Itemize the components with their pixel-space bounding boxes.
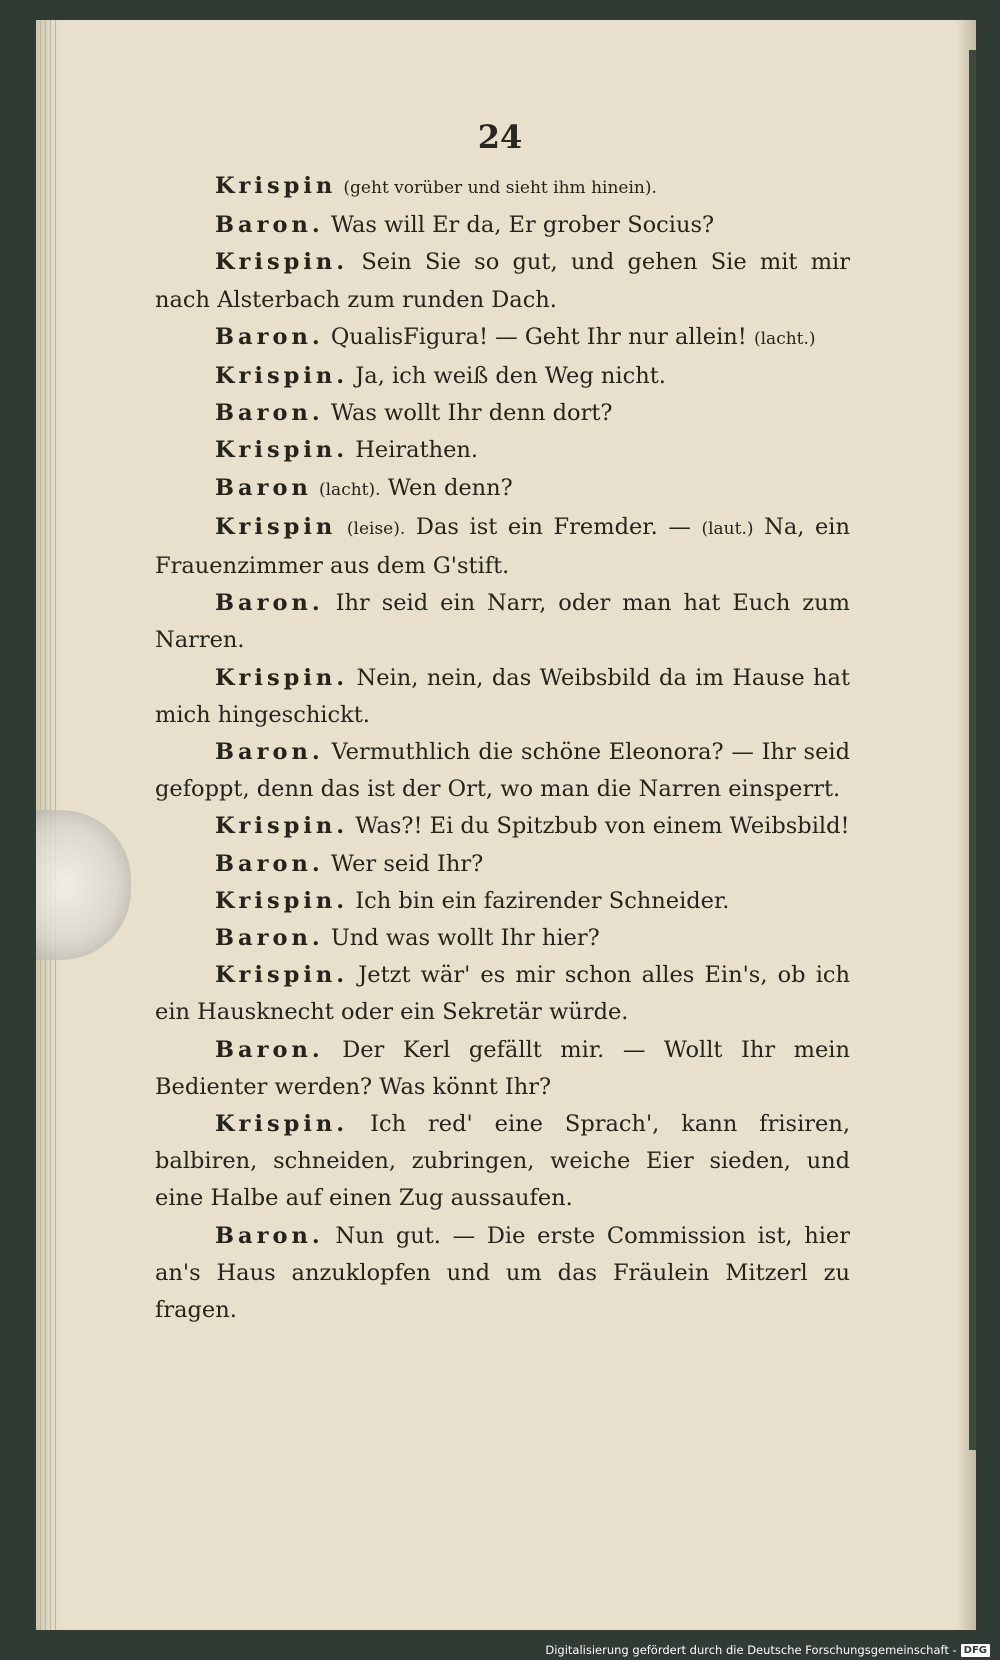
dialogue-line [155,883,850,920]
speaker: Krispin. [215,664,349,691]
stage-direction: (geht vorüber und sieht ihm hinein). [343,178,657,198]
dialogue-line [155,920,850,957]
speaker: Krispin [215,173,337,199]
line-text: Ihr seid ein Narr, oder man hat Euch zum Narren. [155,590,850,654]
speaker: Krispin. [215,437,349,464]
line-text: Nein, nein, das Weibsbild da im Hause hat mich hingeschickt. [155,664,850,728]
page-edge-right [956,20,976,1630]
speaker: Baron. [215,739,324,766]
stage-direction: (leise). [346,518,406,539]
speaker: Baron. [215,590,324,617]
dialogue-line [155,319,850,358]
line-text: Was?! Ei du Spitzbub von einem Weibsbild! [355,813,850,840]
page-clip [36,810,131,960]
line-text: Der Kerl gefällt mir. — Wollt Ihr mein Bedienter werden? Was könnt Ihr? [155,1036,850,1100]
speaker: Baron [215,474,312,501]
speaker: Krispin. [215,887,349,914]
speaker: Krispin. [215,249,349,276]
dialogue-line [155,1032,850,1106]
speaker: Baron. [215,850,324,877]
dialogue-line [155,1106,850,1218]
dialogue-line [155,358,850,395]
speaker: Krispin. [215,962,349,989]
dialogue-line [155,244,850,318]
line-text: Ich red' eine Sprach', kann frisiren, balbiren, schneiden, zubringen, weiche Eier sieden, und eine Halbe auf einen Zug aussaufen. [155,1111,851,1212]
stage-direction: (lacht.) [753,328,816,349]
digitization-credit [545,1643,990,1657]
dialogue-line [155,470,850,509]
stage-direction: (laut.) [701,518,754,539]
dialogue-line [155,207,850,244]
speaker: Baron. [215,1036,324,1063]
speaker: Krispin. [215,1111,349,1138]
line-text: Was will Er da, Er grober Socius? [330,212,715,239]
speaker: Baron. [215,323,324,350]
line-text: QualisFigura! — Geht Ihr nur allein! [330,323,747,350]
dfg-logo-icon: DFG [961,1644,990,1657]
line-text: Sein Sie so gut, und gehen Sie mit mir nach Alsterbach zum runden Dach. [155,249,850,313]
line-text: Jetzt wär' es mir schon alles Ein's, ob ich ein Hausknecht oder ein Sekretär würde. [155,962,850,1026]
line-text: Nun gut. — Die erste Commission ist, hier an's Haus anzuklopfen und um das Fräulein Mitzerl zu fragen. [155,1222,851,1324]
line-text: Das ist ein Fremder. — [415,513,691,540]
speaker: Krispin. [215,813,349,840]
dialogue-line [155,957,850,1031]
line-text: Und was wollt Ihr hier? [330,925,600,952]
dialogue-line [155,1218,850,1330]
dialogue-line [155,509,850,585]
page-number: 24 [477,118,523,156]
dialogue-line [155,585,850,659]
stage-direction: (lacht). [318,479,381,500]
dialogue-line [155,808,850,845]
line-text: Ich bin ein fazirender Schneider. [355,887,730,914]
dialogue-line [155,168,850,207]
dialogue-line [155,432,850,469]
dialogue-line [155,846,850,883]
line-text: Ja, ich weiß den Weg nicht. [355,363,666,390]
credit-text: Digitalisierung gefördert durch die Deutsche Forschungsgemeinschaft - [545,1643,957,1657]
line-text: Heirathen. [355,437,479,464]
dialogue-line [155,734,850,808]
page-text [155,168,850,1329]
dialogue-line [155,660,850,734]
speaker: Krispin [215,513,337,540]
line-text: Vermuthlich die schöne Eleonora? — Ihr seid gefoppt, denn das ist der Ort, wo man die Narren einsperrt. [155,739,851,803]
speaker: Baron. [215,400,324,427]
dialogue-line [155,395,850,432]
speaker: Baron. [215,212,324,239]
line-text: Wen denn? [387,474,513,501]
line-text: Na, ein Frauenzimmer aus dem G'stift. [155,513,850,580]
line-text: Wer seid Ihr? [330,850,484,877]
line-text: Was wollt Ihr denn dort? [330,400,613,427]
speaker: Baron. [215,925,324,952]
speaker: Krispin. [215,363,349,390]
speaker: Baron. [215,1222,324,1249]
